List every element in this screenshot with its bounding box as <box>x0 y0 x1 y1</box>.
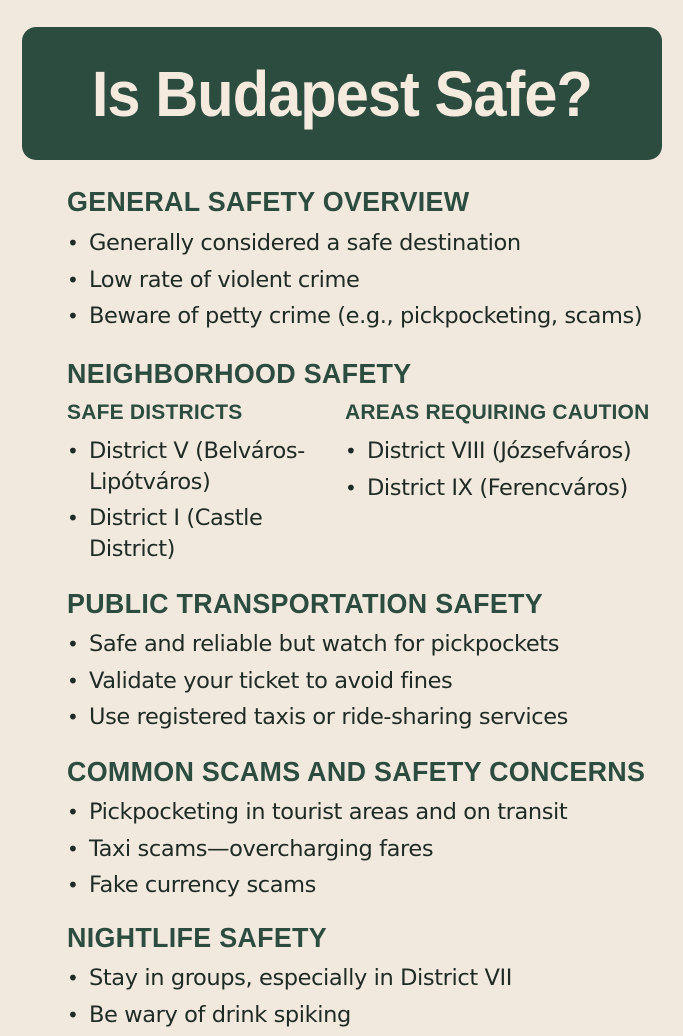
list-item: • Safe and reliable but watch for pickpockets <box>67 629 568 666</box>
bullet-icon: • <box>67 301 81 332</box>
bullet-icon: • <box>67 1000 81 1031</box>
list-item: • District IX (Ferencváros) <box>345 473 631 510</box>
list-item: • Be wary of drink spiking <box>67 1000 512 1036</box>
list-item: • District I (Castle District) <box>67 503 337 565</box>
bullet-icon: • <box>67 228 81 259</box>
subheading-safe-districts: SAFE DISTRICTS <box>67 401 242 425</box>
subheading-caution-areas: AREAS REQUIRING CAUTION <box>345 401 649 425</box>
bullet-icon: • <box>67 666 81 697</box>
title-banner <box>22 27 662 160</box>
list-item: • Generally considered a safe destination <box>67 228 642 265</box>
bullet-icon: • <box>67 834 81 865</box>
list-item: • Low rate of violent crime <box>67 265 642 302</box>
bullet-icon: • <box>67 797 81 828</box>
list-item: • Stay in groups, especially in District VII <box>67 963 512 1000</box>
caution-areas-list <box>345 436 631 509</box>
bullet-icon: • <box>67 265 81 296</box>
bullet-icon: • <box>67 629 81 660</box>
list-item: • Beware of petty crime (e.g., pickpocketing, scams) <box>67 301 642 338</box>
bullet-icon: • <box>67 963 81 994</box>
section-heading-transport: PUBLIC TRANSPORTATION SAFETY <box>67 588 543 620</box>
list-item: • Taxi scams—overcharging fares <box>67 834 567 871</box>
transport-list <box>67 629 568 739</box>
section-heading-scams: COMMON SCAMS AND SAFETY CONCERNS <box>67 756 645 788</box>
general-list <box>67 228 642 338</box>
list-item: • Pickpocketing in tourist areas and on transit <box>67 797 567 834</box>
section-heading-general: GENERAL SAFETY OVERVIEW <box>67 186 469 218</box>
bullet-icon: • <box>345 473 359 504</box>
page-title: Is Budapest Safe? <box>92 57 592 131</box>
section-heading-neighborhood: NEIGHBORHOOD SAFETY <box>67 358 411 390</box>
list-item: • Fake currency scams <box>67 870 567 907</box>
bullet-icon: • <box>67 436 81 467</box>
safe-districts-list <box>67 436 337 570</box>
bullet-icon: • <box>67 702 81 733</box>
bullet-icon: • <box>345 436 359 467</box>
list-item: • District V (Belváros-Lipótváros) <box>67 436 337 498</box>
list-item: • District VIII (Józsefváros) <box>345 436 631 473</box>
list-item: • Validate your ticket to avoid fines <box>67 666 568 703</box>
nightlife-list <box>67 963 512 1036</box>
scams-list <box>67 797 567 907</box>
bullet-icon: • <box>67 870 81 901</box>
bullet-icon: • <box>67 503 81 534</box>
list-item: • Use registered taxis or ride-sharing services <box>67 702 568 739</box>
section-heading-nightlife: NIGHTLIFE SAFETY <box>67 922 327 954</box>
